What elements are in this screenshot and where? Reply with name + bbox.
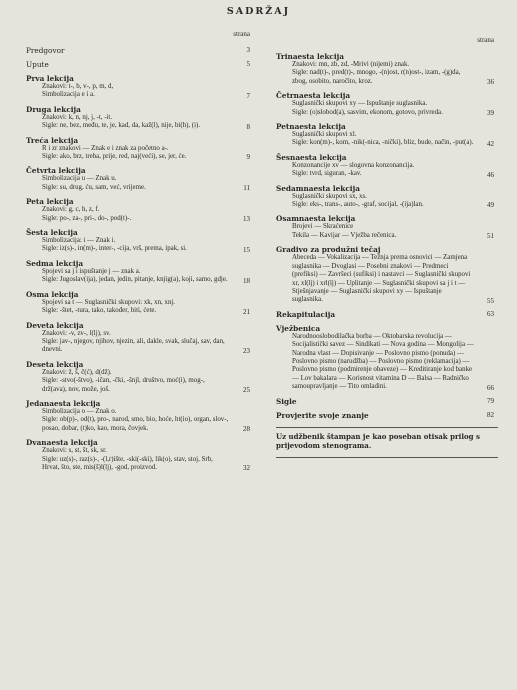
toc-entry xyxy=(26,360,254,394)
footer-note: Uz udžbenik štampan je kao poseban otisak prilog s prijevodom stenograma. xyxy=(276,431,480,450)
toc-entry-body xyxy=(276,333,498,392)
toc-entry-body xyxy=(26,408,254,433)
toc-entry xyxy=(276,91,498,117)
toc-entry-title: Peta lekcija xyxy=(26,197,74,207)
toc-page-number: 11 xyxy=(243,184,250,193)
toc-page-number: 36 xyxy=(487,78,494,87)
toc-entry-title: Deveta lekcija xyxy=(26,320,84,330)
toc-entry-title: Šesnaesta lekcija xyxy=(276,152,347,162)
toc-entry-line: Tekila — Kavijar — Vježba rečenica. xyxy=(292,231,397,239)
toc-entry-title: Petnaesta lekcija xyxy=(276,122,346,132)
toc-entry xyxy=(26,438,254,472)
toc-entry-title: Druga lekcija xyxy=(26,104,81,114)
toc-page-number: 79 xyxy=(487,396,494,405)
toc-entry-line: Simbolizacija: i — Znak i. xyxy=(42,237,116,245)
toc-entry xyxy=(276,324,498,392)
toc-entry-line: Sigle: su, drug, ću, sam, već, vrijeme. xyxy=(42,183,146,191)
toc-page-number: 51 xyxy=(487,232,494,241)
toc-entry-title: Vježbenica xyxy=(276,323,321,333)
toc-entry-title: Sedamnaesta lekcija xyxy=(276,183,360,193)
toc-entry-line: Sigle: jav-, njegov, njihov, njezin, ali, dakle, svak, slučaj, sav, dan, dnevni. xyxy=(42,337,225,354)
toc-entry xyxy=(26,166,254,192)
toc-entry xyxy=(26,60,254,69)
toc-entry xyxy=(276,153,498,179)
toc-entry-body xyxy=(26,145,254,162)
toc-entry-line: Simbolizacija e i a. xyxy=(42,91,95,99)
toc-entry-body xyxy=(276,131,498,148)
toc-entry xyxy=(26,399,254,433)
page-title: SADRŽAJ xyxy=(226,6,291,17)
toc-entry xyxy=(276,397,498,406)
toc-page-number: 13 xyxy=(243,215,250,224)
toc-right-list xyxy=(276,52,498,420)
toc-entry xyxy=(276,245,498,304)
toc-entry-line: Sigle: po-, za-, pri-, do-, pod(t)-. xyxy=(42,214,132,222)
toc-entry-line: Sigle: (o)slobod(a), sasvim, ekonom, gotovo, privreda. xyxy=(292,108,443,116)
toc-entry-title: Jedanaesta lekcija xyxy=(26,398,101,408)
toc-page-number: 82 xyxy=(487,410,494,419)
toc-entry-body xyxy=(26,175,254,192)
toc-page-number: 42 xyxy=(487,139,494,148)
toc-entry-line: Spojevi sa t — Suglasnički skupovi: xk, xn, xnj. xyxy=(42,298,176,306)
toc-page-number: 7 xyxy=(246,91,250,100)
toc-entry-line: Znakovi: mn, zb, zd, -Mrivi (nijemi) znak. xyxy=(292,61,410,68)
toc-entry-title: Sedma lekcija xyxy=(26,258,84,268)
toc-entry-body xyxy=(276,254,498,304)
toc-entry xyxy=(26,74,254,100)
toc-entry-line: Suglasnički skupovi xy — Ispuštanje suglasnika. xyxy=(292,100,428,108)
toc-page-number: 63 xyxy=(487,309,494,318)
toc-entry-line: Sigle: kon(m)-, kom, -nik(-nica, -nički), bliz, bude, način, -put(a). xyxy=(292,139,474,147)
toc-entry-body xyxy=(26,369,254,394)
toc-page-number: 21 xyxy=(243,307,250,316)
strana-label-left: strana xyxy=(233,30,250,38)
toc-entry-line: Znakovi: s, st, št, sk, sr. xyxy=(42,447,107,455)
footer-divider-bottom xyxy=(276,457,498,458)
toc-entry-title: Sigle xyxy=(276,396,297,406)
toc-page-number: 39 xyxy=(487,109,494,118)
toc-page-number: 28 xyxy=(243,425,250,434)
toc-entry-line: Znakovi: -v, zv-, l(lj), sv. xyxy=(42,329,111,337)
toc-entry xyxy=(26,290,254,316)
toc-entry-title: Upute xyxy=(26,60,49,69)
toc-entry-line: Suglasnički skupovi xl. xyxy=(292,131,357,139)
toc-entry-line: Abeceda — Vokalizacija — Težnja prema osnovici — Zamjena suglasnika — Dvoglasi — Posebni znakovi — Predmeci (prefiksi) — Završeci (sufiksi) i nastavci — Suglasnički skupovi xr, xl(lj) i xrl(lj) — Uplitanje — Suglasnički skupovi sa j i t — Stješnjavanje — Suglasnički skupovi xy — Ispuštanje suglasnika. xyxy=(292,254,471,304)
toc-entry-title: Treća lekcija xyxy=(26,135,79,145)
toc-entry-line: Konzonancije xv — slogovna konzonancija. xyxy=(292,161,415,169)
toc-entry-line: Sigle: Jugoslav(ija), jedan, jedin, pitanje, knjig(a), koji, samo, gdje. xyxy=(42,276,228,284)
toc-entry-line: Suglasnički skupovi sx, xs. xyxy=(292,192,367,200)
toc-entry-line: Sigle: uz(s)-, raz(s)-, -(l,r)ište, -ski(-ski), lik(o), stav, stoj, Srb, Hrvat, što, ste, mis(š)l(lj), -god, proizvod. xyxy=(42,455,213,471)
toc-entry xyxy=(276,310,498,319)
toc-entry xyxy=(276,122,498,148)
toc-entry-title: Osamnaesta lekcija xyxy=(276,214,356,224)
footer-divider xyxy=(276,427,498,428)
toc-entry xyxy=(26,46,254,55)
toc-entry-title: Rekapitulacija xyxy=(276,309,336,319)
toc-entry-body xyxy=(276,61,498,86)
toc-entry xyxy=(276,214,498,240)
toc-entry-body xyxy=(26,206,254,223)
toc-entry-line: Sigle: ako, brz, treba, prije, red, naj(veći), se, jer, će. xyxy=(42,153,187,161)
toc-entry-body xyxy=(26,447,254,472)
toc-page-number: 55 xyxy=(487,296,494,305)
toc-entry-line: R i zr znakovi — Znak e i znak za početno a-. xyxy=(42,144,169,152)
toc-entry-line: Znakovi: t-, b, v-, p, m, d, xyxy=(42,83,114,90)
toc-page-number: 66 xyxy=(487,383,494,392)
toc-entry-title: Predgovor xyxy=(26,46,65,55)
toc-entry-title: Osma lekcija xyxy=(26,289,79,299)
toc-left-list xyxy=(26,46,254,472)
toc-page-number: 18 xyxy=(243,276,250,285)
toc-entry-body xyxy=(26,299,254,316)
toc-entry-line: Sigle: nad(t)-, pred(t)-, mnogo, -(n)ost, r(n)ost-, izam, -(g)da, zbog, osobito, naročito, kroz. xyxy=(292,69,461,85)
toc-entry-body xyxy=(276,193,498,210)
toc-entry xyxy=(26,321,254,355)
toc-entry xyxy=(26,259,254,285)
toc-entry-line: Sigle: iz(s)-, in(m)-, inter-, -cija, vrš, prema, ipak, si. xyxy=(42,245,187,253)
toc-entry-body xyxy=(26,114,254,131)
toc-entry-line: Sigle: -štet, -tura, tako, također, biti, ćete. xyxy=(42,307,157,315)
toc-entry-body xyxy=(26,268,254,285)
toc-page-number: 23 xyxy=(243,346,250,355)
toc-entry xyxy=(276,184,498,210)
toc-entry-line: Znakovi: g, c, h, z, f. xyxy=(42,206,100,214)
toc-right-column xyxy=(276,36,498,462)
toc-page-number: 15 xyxy=(243,245,250,254)
toc-entry-line: Sigle: tvrd, siguran, -kav. xyxy=(292,170,362,178)
toc-page-number: 5 xyxy=(246,60,250,68)
toc-entry xyxy=(26,228,254,254)
toc-page-number: 3 xyxy=(246,46,250,54)
toc-page-number: 46 xyxy=(487,170,494,179)
toc-entry-line: Brojevi — Skraćenice xyxy=(292,223,354,231)
toc-entry-title: Prva lekcija xyxy=(26,74,74,83)
toc-page-number: 49 xyxy=(487,201,494,210)
toc-entry-line: Sigle: eks-, trans-, auto-, -graf, socijal, -(ija)lan. xyxy=(292,201,424,209)
toc-entry-body xyxy=(26,83,254,100)
toc-entry-title: Gradivo za produžni tečaj xyxy=(276,245,381,255)
toc-entry-body xyxy=(276,100,498,117)
toc-entry xyxy=(276,411,498,420)
toc-entry-line: Sigle: ob(p)-, od(t), pro-, narod, smo, bio, hoće, ht(io), organ, slov-, posao, dobar, (t)ko, kao, mora, čovjek. xyxy=(42,416,229,432)
toc-entry-title: Deseta lekcija xyxy=(26,359,84,369)
toc-entry xyxy=(26,197,254,223)
toc-entry-line: Znakovi: ž, š, č(ć), d(dž). xyxy=(42,368,112,376)
toc-entry-title: Provjerite svoje znanje xyxy=(276,410,369,420)
toc-entry-body xyxy=(276,223,498,240)
toc-entry xyxy=(26,105,254,131)
toc-entry-line: Narodnooslobodilačka borba — Oktobarska revolucija — Socijalistički savez — Sindikati — Nova godina — Mongolija — Narodna vlast — Dopisivanje — Poslovno pismo (ponuda) — Poslovno pismo (narudžba) — Poslovno pismo (reklamacija) — Poslovno pismo (podmirenje obaveze) — Kreditiranje kod banke — Lov bakalara — Korisnost vitamina D — Balsa — Radničko samoupravljanje — Tito omladini. xyxy=(292,332,474,391)
toc-entry-title: Četrnaesta lekcija xyxy=(276,91,351,101)
toc-entry xyxy=(276,52,498,86)
toc-entry-line: Znakovi: k, n, nj, j, -t, -it. xyxy=(42,113,113,121)
toc-entry-line: Spojevi sa j i ispuštanje j — znak a. xyxy=(42,267,141,275)
toc-entry-body xyxy=(26,330,254,355)
strana-label-right: strana xyxy=(477,36,494,44)
toc-page-number: 9 xyxy=(246,153,250,162)
toc-entry xyxy=(26,136,254,162)
toc-entry-title: Četvrta lekcija xyxy=(26,166,86,176)
toc-entry-line: Sigle: -stvo(-štvo), -ičan, -čki, -šnjl, društvo, moć(i), mog-, drž(ava), nov, može, još. xyxy=(42,377,205,393)
toc-entry-line: Simbolizacija u — Znak u. xyxy=(42,175,117,183)
toc-left-column xyxy=(26,30,254,477)
toc-entry-body xyxy=(26,237,254,254)
toc-page-number: 25 xyxy=(243,385,250,394)
toc-entry-title: Šesta lekcija xyxy=(26,228,78,238)
toc-page-number: 32 xyxy=(243,464,250,473)
toc-entry-body xyxy=(276,162,498,179)
toc-entry-line: Simbolizacija o — Znak o. xyxy=(42,407,117,415)
toc-entry-line: Sigle: ne, bez, među, te, je, kad, da, kaž(l), nije, bi(h), (i). xyxy=(42,122,201,130)
toc-page-number: 8 xyxy=(246,122,250,131)
toc-entry-title: Trinaesta lekcija xyxy=(276,52,344,61)
toc-entry-title: Dvanaesta lekcija xyxy=(26,438,98,448)
